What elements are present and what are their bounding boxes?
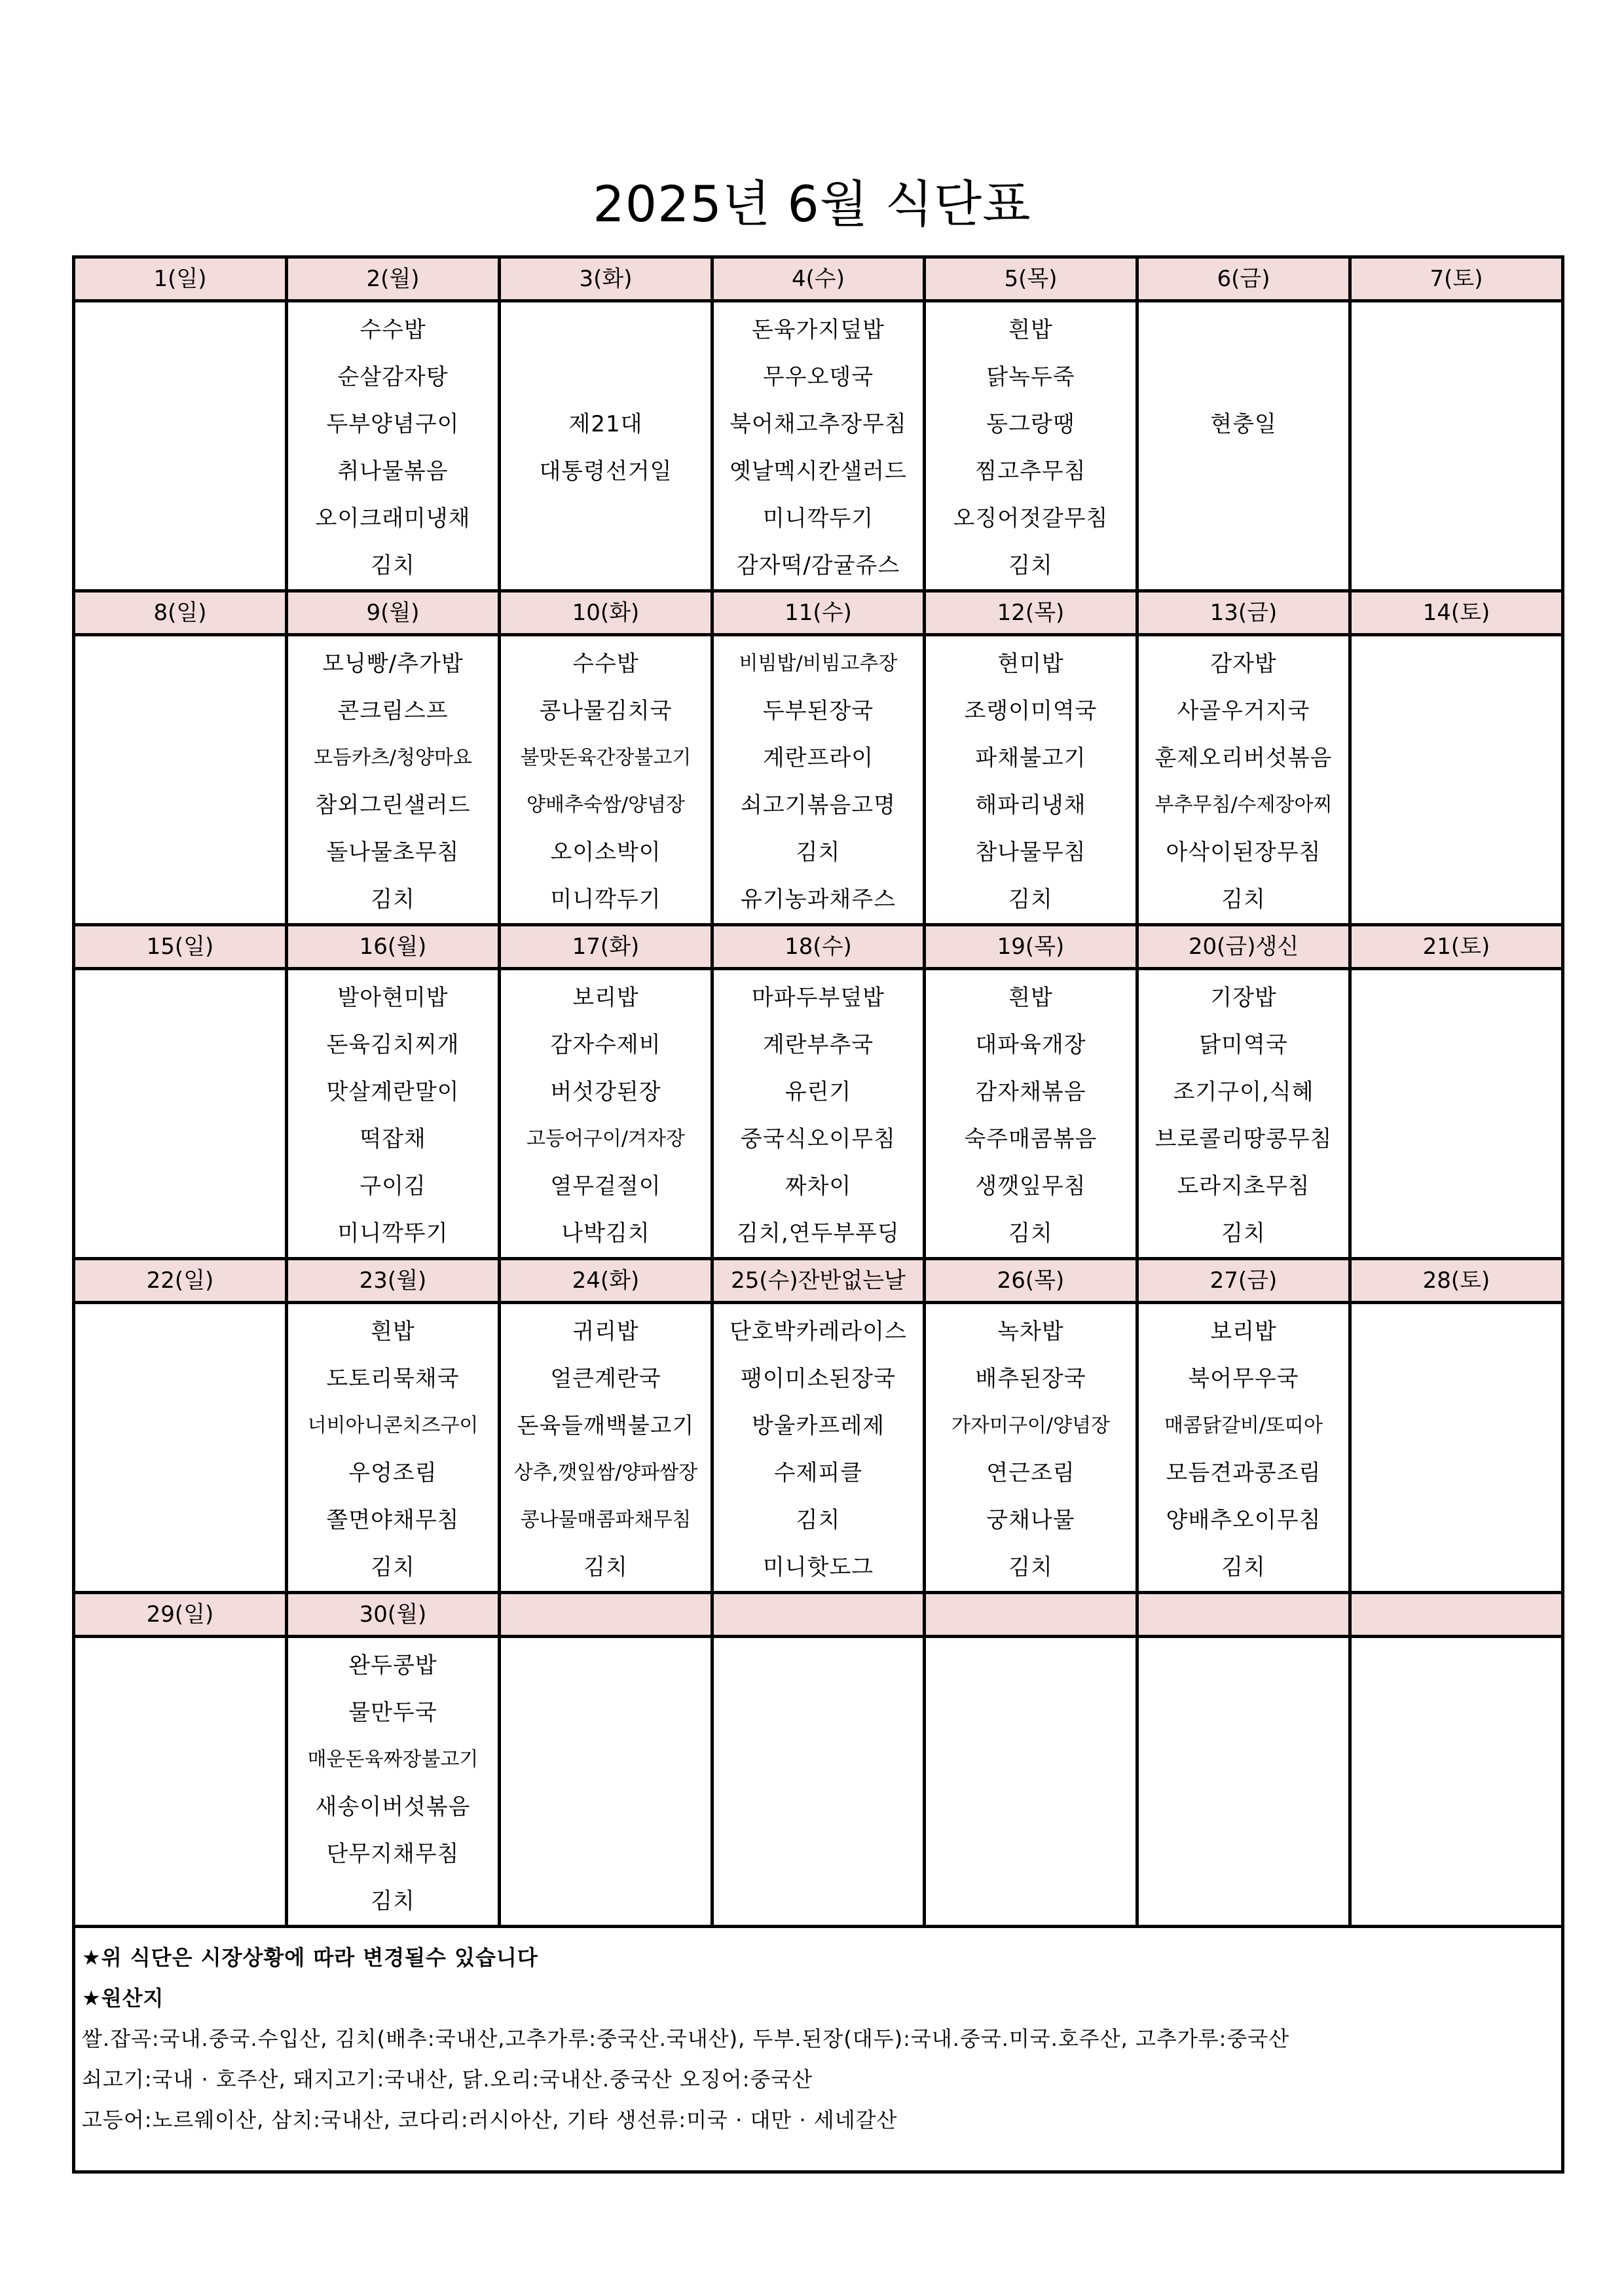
day-header: 23(월) <box>287 1259 500 1303</box>
menu-item: 참나물무침 <box>975 839 1086 866</box>
menu-item: 버섯강된장 <box>550 1079 661 1105</box>
day-menu-cell <box>712 1303 925 1593</box>
day-header: 12(목) <box>925 591 1137 635</box>
day-header <box>500 1593 712 1637</box>
menu-item: 양배추오이무침 <box>1166 1507 1321 1533</box>
menu-item: 수수밥 <box>360 317 426 343</box>
menu-item: 너비아니콘치즈구이 <box>307 1414 479 1437</box>
menu-item: 매운돈육짜장불고기 <box>307 1748 479 1771</box>
day-menu-cell <box>1350 301 1563 591</box>
menu-item: 모닝빵/추가밥 <box>322 651 464 677</box>
day-header: 27(금) <box>1137 1259 1350 1303</box>
menu-item: 흰밥 <box>1008 317 1053 343</box>
menu-item: 참외그린샐러드 <box>315 792 471 818</box>
day-menu-cell <box>500 1303 712 1593</box>
menu-item: 배추된장국 <box>975 1366 1086 1392</box>
menu-table <box>72 255 1564 2174</box>
menu-item: 생깻잎무침 <box>975 1173 1086 1199</box>
menu-item: 물만두국 <box>348 1700 437 1726</box>
menu-item: 콩나물김치국 <box>539 698 673 724</box>
menu-item: 김치 <box>583 1554 628 1580</box>
menu-item: 돈육가지덮밥 <box>751 317 885 343</box>
origin-line: 고등어:노르웨이산, 삼치:국내산, 코다리:러시아산, 기타 생선류:미국 · 대만 · 세네갈산 <box>82 2107 898 2132</box>
menu-item: 모듬견과콩조림 <box>1166 1460 1321 1486</box>
menu-item <box>1139 542 1348 589</box>
menu-item: 궁채나물 <box>986 1507 1075 1533</box>
menu-item: 수수밥 <box>572 651 639 677</box>
menu-item: 유기농과채주스 <box>741 886 896 913</box>
menu-item: 새송이버섯볶음 <box>315 1794 471 1820</box>
menu-item: 흰밥 <box>1008 985 1053 1011</box>
day-menu-cell <box>712 301 925 591</box>
page-title: 2025년 6월 식단표 <box>593 175 1031 233</box>
menu-item: 콩나물매콤파채무침 <box>520 1508 692 1531</box>
menu-item: 오이크래미냉채 <box>315 505 471 532</box>
menu-item: 귀리밥 <box>572 1319 639 1345</box>
menu-item: 단호박카레라이스 <box>729 1319 907 1345</box>
menu-item: 돌나물초무침 <box>326 839 460 866</box>
menu-item: 연근조림 <box>986 1460 1075 1486</box>
day-menu-cell <box>287 1637 500 1927</box>
menu-item: 떡잡채 <box>360 1126 426 1152</box>
day-menu-cell <box>712 969 925 1259</box>
menu-item: 해파리냉채 <box>975 792 1086 818</box>
menu-item: 마파두부덮밥 <box>751 985 885 1011</box>
menu-item: 매콤닭갈비/또띠아 <box>1164 1414 1323 1437</box>
menu-item: 훈제오리버섯볶음 <box>1154 745 1333 771</box>
day-header: 21(토) <box>1350 925 1563 969</box>
menu-item <box>1139 448 1348 495</box>
day-menu-cell <box>500 969 712 1259</box>
menu-item: 북어무우국 <box>1188 1366 1299 1392</box>
menu-item: 감자수제비 <box>550 1032 661 1058</box>
day-menu-cell <box>287 969 500 1259</box>
menu-item: 김치 <box>371 1888 415 1914</box>
menu-item: 상추,깻잎쌈/양파쌈장 <box>513 1461 698 1484</box>
menu-item: 방울카프레제 <box>751 1413 885 1439</box>
menu-item: 돈육김치찌개 <box>326 1032 460 1058</box>
menu-item: 얼큰계란국 <box>550 1366 661 1392</box>
day-header <box>925 1593 1137 1637</box>
menu-item: 미니깍두기 <box>762 505 874 532</box>
menu-item: 무우오뎅국 <box>762 364 874 390</box>
menu-item: 김치,연두부푸딩 <box>737 1220 900 1247</box>
day-menu-cell <box>74 1637 287 1927</box>
menu-item: 미니깍뚜기 <box>337 1220 449 1247</box>
menu-item: 김치 <box>371 553 415 579</box>
day-header: 11(수) <box>712 591 925 635</box>
day-header: 22(일) <box>74 1259 287 1303</box>
week-header-row <box>74 591 1563 635</box>
menu-item: 조기구이,식혜 <box>1173 1079 1314 1105</box>
menu-item <box>501 542 710 589</box>
menu-item <box>501 495 710 542</box>
day-header: 29(일) <box>74 1593 287 1637</box>
day-menu-cell <box>1137 301 1350 591</box>
day-menu-cell <box>1350 969 1563 1259</box>
menu-item: 감자떡/감귤쥬스 <box>736 553 900 579</box>
menu-item: 김치 <box>371 886 415 913</box>
menu-item: 파채불고기 <box>975 745 1086 771</box>
menu-item: 양배추숙쌈/양념장 <box>526 793 685 816</box>
day-header: 17(화) <box>500 925 712 969</box>
week-menu-row <box>74 1303 1563 1593</box>
menu-item <box>1139 354 1348 401</box>
menu-item: 보리밥 <box>1210 1319 1277 1345</box>
day-menu-cell <box>74 1303 287 1593</box>
menu-item: 동그랑땡 <box>986 411 1075 437</box>
day-menu-cell <box>925 1637 1137 1927</box>
day-header: 26(목) <box>925 1259 1137 1303</box>
menu-item: 우엉조림 <box>348 1460 437 1486</box>
menu-item: 도토리묵채국 <box>326 1366 460 1392</box>
menu-item: 브로콜리땅콩무침 <box>1154 1126 1333 1152</box>
menu-item: 나박김치 <box>561 1220 650 1247</box>
menu-item: 미니핫도그 <box>762 1554 874 1580</box>
menu-item: 북어채고추장무침 <box>729 411 907 437</box>
menu-item <box>501 354 710 401</box>
menu-item: 짜차이 <box>784 1173 852 1199</box>
day-header: 5(목) <box>925 257 1137 301</box>
menu-item: 쫄면야채무침 <box>326 1507 460 1533</box>
day-header: 10(화) <box>500 591 712 635</box>
day-menu-cell <box>712 635 925 925</box>
week-header-row <box>74 925 1563 969</box>
day-header: 28(토) <box>1350 1259 1563 1303</box>
day-header <box>712 1593 925 1637</box>
menu-item: 비빔밥/비빔고추장 <box>739 652 898 675</box>
origin-title: ★원산지 <box>82 1986 164 2011</box>
menu-item: 대파육개장 <box>975 1032 1086 1058</box>
menu-item: 부추무침/수제장아찌 <box>1154 793 1333 816</box>
menu-item: 맛살계란말이 <box>326 1079 460 1105</box>
day-menu-cell <box>74 969 287 1259</box>
menu-item: 김치 <box>1008 1554 1053 1580</box>
menu-item: 계란프라이 <box>762 745 874 771</box>
week-header-row <box>74 1259 1563 1303</box>
menu-item: 불맛돈육간장불고기 <box>520 746 692 769</box>
day-menu-cell <box>1137 1637 1350 1927</box>
day-header: 18(수) <box>712 925 925 969</box>
day-header: 25(수)잔반없는날 <box>712 1259 925 1303</box>
day-menu-cell <box>1350 635 1563 925</box>
menu-item: 팽이미소된장국 <box>741 1366 896 1392</box>
day-menu-cell <box>287 1303 500 1593</box>
day-header: 4(수) <box>712 257 925 301</box>
menu-item: 오이소박이 <box>550 839 661 866</box>
menu-item: 오징어젓갈무침 <box>953 505 1109 532</box>
menu-item: 찜고추무침 <box>975 458 1086 484</box>
notes-section <box>74 1927 1563 2172</box>
week-menu-row <box>74 1637 1563 1927</box>
day-menu-cell <box>925 969 1137 1259</box>
week-header-row <box>74 1593 1563 1637</box>
day-menu-cell <box>287 301 500 591</box>
week-menu-row <box>74 301 1563 591</box>
menu-item: 계란부추국 <box>762 1032 874 1058</box>
week-menu-row <box>74 969 1563 1259</box>
menu-item: 단무지채무침 <box>326 1841 460 1867</box>
menu-item <box>1139 495 1348 542</box>
day-menu-cell <box>1137 1303 1350 1593</box>
menu-item: 취나물볶음 <box>337 458 449 484</box>
day-header <box>1137 1593 1350 1637</box>
week-menu-row <box>74 635 1563 925</box>
menu-item: 고등어구이/겨자장 <box>526 1127 685 1150</box>
menu-item: 현미밥 <box>997 651 1064 677</box>
day-menu-cell <box>1350 1637 1563 1927</box>
menu-item: 열무겉절이 <box>550 1173 661 1199</box>
day-menu-cell <box>712 1637 925 1927</box>
day-menu-cell <box>287 635 500 925</box>
menu-item: 수제피클 <box>773 1460 863 1486</box>
menu-item: 구이김 <box>360 1173 426 1199</box>
menu-item: 미니깍두기 <box>550 886 661 913</box>
menu-item: 대통령선거일 <box>539 458 673 484</box>
day-menu-cell <box>500 1637 712 1927</box>
menu-item <box>501 306 710 354</box>
day-header: 2(월) <box>287 257 500 301</box>
menu-item: 옛날멕시칸샐러드 <box>729 458 907 484</box>
day-menu-cell <box>1137 969 1350 1259</box>
origin-line: 쇠고기:국내 · 호주산, 돼지고기:국내산, 닭.오리:국내산.중국산 오징어:중국산 <box>82 2067 813 2092</box>
day-header: 3(화) <box>500 257 712 301</box>
menu-item: 모듬카츠/청양마요 <box>314 746 472 769</box>
menu-item: 김치 <box>1221 886 1266 913</box>
day-menu-cell <box>925 301 1137 591</box>
menu-item: 완두콩밥 <box>348 1652 437 1679</box>
menu-item: 돈육들깨백불고기 <box>517 1413 695 1439</box>
menu-item: 김치 <box>1221 1220 1266 1247</box>
menu-item: 김치 <box>1008 1220 1053 1247</box>
day-header: 15(일) <box>74 925 287 969</box>
menu-item: 아삭이된장무침 <box>1166 839 1321 866</box>
menu-item: 중국식오이무침 <box>741 1126 896 1152</box>
menu-item: 김치 <box>796 839 841 866</box>
menu-item <box>1139 306 1348 354</box>
menu-item: 흰밥 <box>371 1319 415 1345</box>
menu-item: 제21대 <box>568 411 643 437</box>
day-header: 13(금) <box>1137 591 1350 635</box>
day-header: 8(일) <box>74 591 287 635</box>
origin-line: 쌀.잡곡:국내.중국.수입산, 김치(배추:국내산,고추가루:중국산.국내산), 두부.된장(대두):국내.중국.미국.호주산, 고추가루:중국산 <box>82 2026 1290 2051</box>
day-header <box>1350 1593 1563 1637</box>
day-header: 6(금) <box>1137 257 1350 301</box>
day-menu-cell <box>1137 635 1350 925</box>
day-menu-cell <box>500 635 712 925</box>
menu-item: 사골우거지국 <box>1177 698 1310 724</box>
day-menu-cell <box>500 301 712 591</box>
menu-item: 닭녹두죽 <box>986 364 1075 390</box>
day-header: 16(월) <box>287 925 500 969</box>
day-menu-cell <box>74 301 287 591</box>
menu-item: 현충일 <box>1210 411 1277 437</box>
day-menu-cell <box>925 635 1137 925</box>
day-menu-cell <box>74 635 287 925</box>
menu-item: 발아현미밥 <box>337 985 449 1011</box>
menu-item: 조랭이미역국 <box>964 698 1098 724</box>
menu-item: 김치 <box>371 1554 415 1580</box>
menu-item: 김치 <box>796 1507 841 1533</box>
day-header: 14(토) <box>1350 591 1563 635</box>
day-header: 9(월) <box>287 591 500 635</box>
menu-item: 도라지초무침 <box>1177 1173 1310 1199</box>
menu-item: 콘크림스프 <box>337 698 449 724</box>
menu-item: 김치 <box>1008 553 1053 579</box>
day-menu-cell <box>1350 1303 1563 1593</box>
menu-item: 감자채볶음 <box>975 1079 1086 1105</box>
menu-item: 보리밥 <box>572 985 639 1011</box>
menu-item: 두부양념구이 <box>326 411 460 437</box>
menu-item: 김치 <box>1008 886 1053 913</box>
menu-item: 기장밥 <box>1210 985 1277 1011</box>
day-header: 19(목) <box>925 925 1137 969</box>
day-header: 7(토) <box>1350 257 1563 301</box>
day-menu-cell <box>925 1303 1137 1593</box>
notice-text: ★위 식단은 시장상황에 따라 변경될수 있습니다 <box>82 1945 538 1970</box>
menu-item: 닭미역국 <box>1199 1032 1288 1058</box>
menu-item: 두부된장국 <box>762 698 874 724</box>
menu-item: 쇠고기볶음고명 <box>741 792 896 818</box>
menu-item: 김치 <box>1221 1554 1266 1580</box>
menu-item: 유린기 <box>784 1079 852 1105</box>
day-header: 20(금)생신 <box>1137 925 1350 969</box>
menu-item: 순살감자탕 <box>337 364 449 390</box>
day-header: 30(월) <box>287 1593 500 1637</box>
menu-item: 감자밥 <box>1210 651 1277 677</box>
week-header-row <box>74 257 1563 301</box>
day-header: 24(화) <box>500 1259 712 1303</box>
day-header: 1(일) <box>74 257 287 301</box>
menu-item: 가자미구이/양념장 <box>951 1414 1110 1437</box>
menu-item: 숙주매콤볶음 <box>964 1126 1098 1152</box>
menu-item: 녹차밥 <box>997 1319 1064 1345</box>
